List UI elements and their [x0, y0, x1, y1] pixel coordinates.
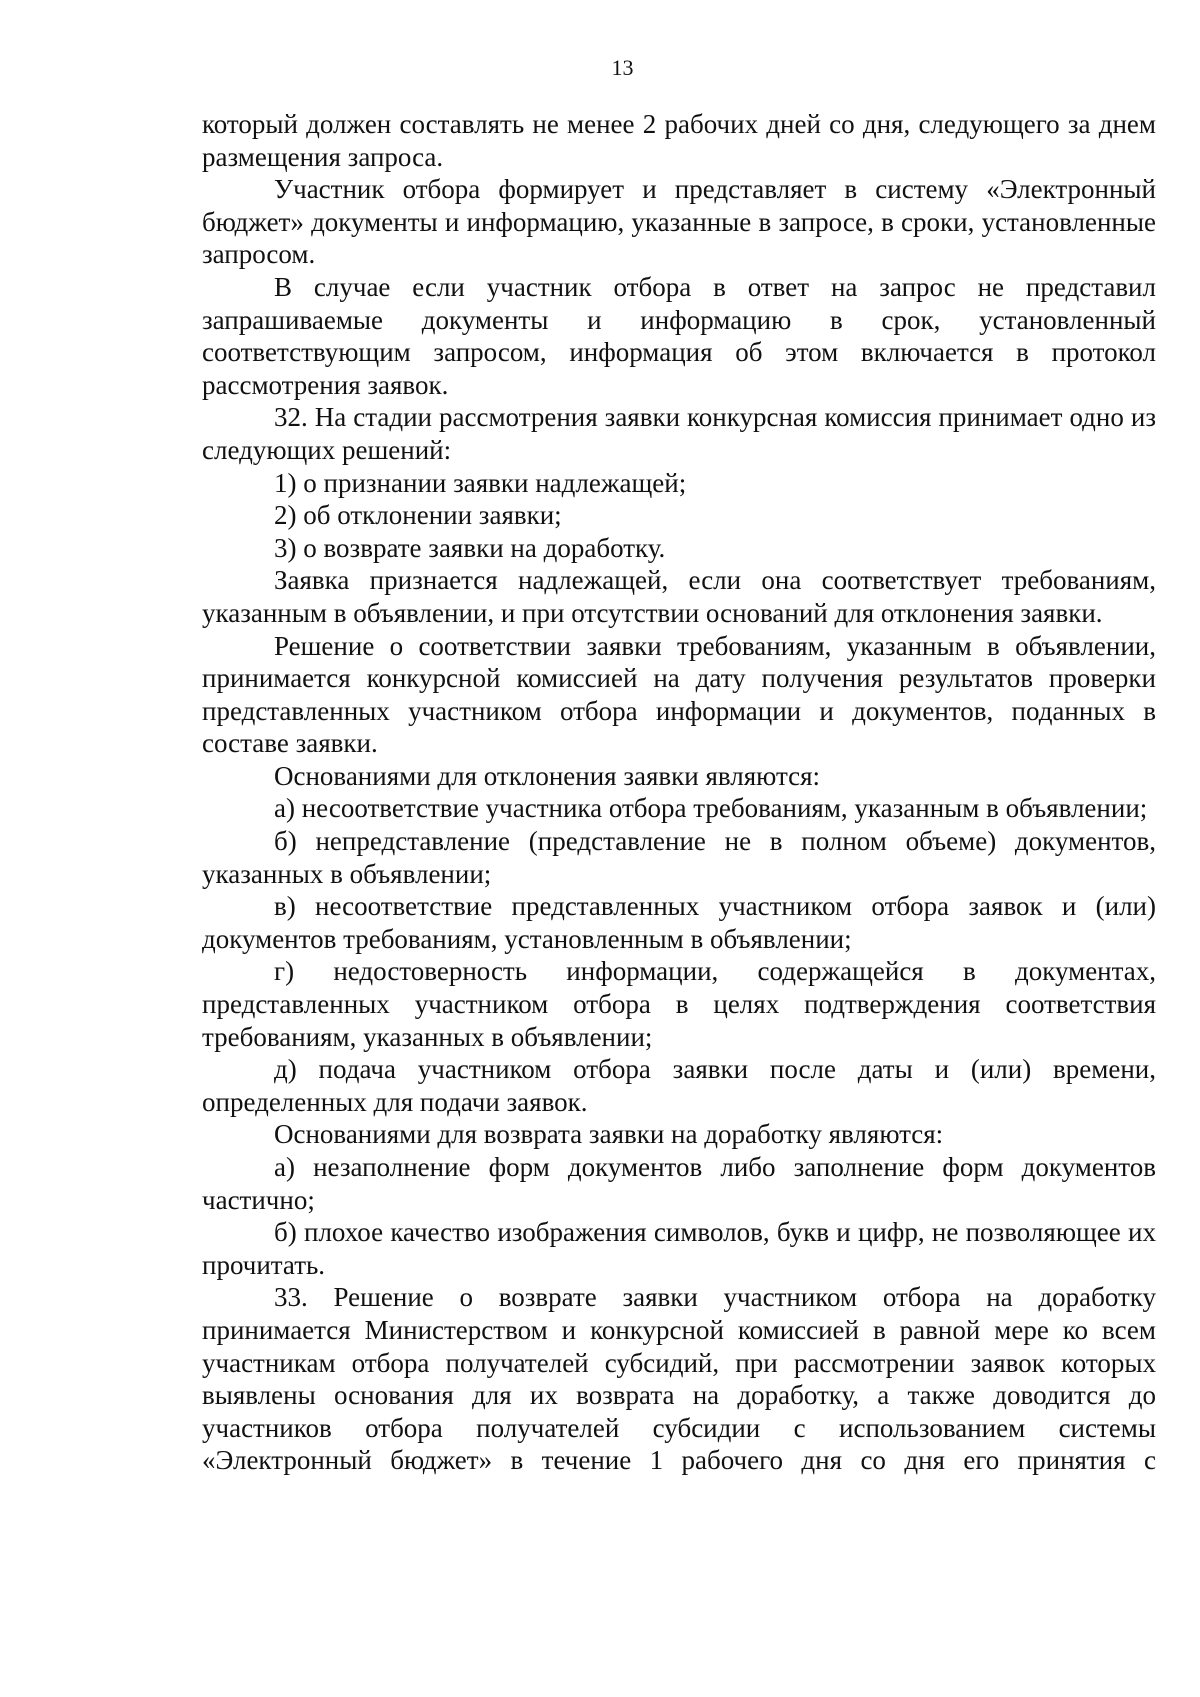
paragraph-return-grounds-heading: Основаниями для возврата заявки на доработку являются:	[274, 1119, 944, 1150]
list-item-decision-2: 2) об отклонении заявки;	[274, 500, 562, 531]
list-item-rejection-a: а) несоответствие участника отбора требованиям, указанным в объявлении;	[274, 793, 1148, 824]
paragraph-continuation: который должен составлять не менее 2 рабочих дней со дня, следующего за днем размещения запроса.	[202, 109, 1156, 172]
list-item-return-a: а) незаполнение форм документов либо заполнение форм документов частично;	[202, 1152, 1156, 1215]
list-item-decision-1: 1) о признании заявки надлежащей;	[274, 467, 687, 498]
paragraph-missing-documents: В случае если участник отбора в ответ на запрос не представил запрашиваемые документы и информацию в срок, установленный соответствующим запросом, информация об этом включается в протокол рассмотрения заявок.	[202, 271, 1156, 400]
paragraph-compliance-decision: Решение о соответствии заявки требованиям, указанным в объявлении, принимается конкурсной комиссией на дату получения результатов проверки представленных участником отбора информации и документов, поданных в составе заявки.	[202, 630, 1156, 759]
list-item-rejection-g: г) недостоверность информации, содержащейся в документах, представленных участником отбора в целях подтверждения соответствия требованиям, указанных в объявлении;	[202, 956, 1156, 1052]
paragraph-participant-submits: Участник отбора формирует и представляет в систему «Электронный бюджет» документы и информацию, указанные в запросе, в сроки, установленные запросом.	[202, 174, 1156, 270]
page-number: 13	[611, 55, 634, 80]
list-item-return-b: б) плохое качество изображения символов, букв и цифр, не позволяющее их прочитать.	[202, 1217, 1156, 1280]
paragraph-clause-32: 32. На стадии рассмотрения заявки конкурсная комиссия принимает одно из следующих решений:	[202, 402, 1156, 465]
list-item-rejection-d: д) подача участником отбора заявки после даты и (или) времени, определенных для подачи заявок.	[202, 1054, 1156, 1117]
paragraph-proper-application: Заявка признается надлежащей, если она соответствует требованиям, указанным в объявлении, и при отсутствии оснований для отклонения заявки.	[202, 565, 1156, 628]
paragraph-rejection-grounds-heading: Основаниями для отклонения заявки являются:	[274, 760, 821, 791]
list-item-rejection-b: б) непредставление (представление не в полном объеме) документов, указанных в объявлении;	[202, 826, 1156, 889]
list-item-decision-3: 3) о возврате заявки на доработку.	[274, 532, 666, 563]
document-body	[202, 108, 1156, 1477]
list-item-rejection-v: в) несоответствие представленных участником отбора заявок и (или) документов требованиям, установленным в объявлении;	[202, 891, 1156, 954]
paragraph-clause-33: 33. Решение о возврате заявки участником отбора на доработку принимается Министерством и конкурсной комиссией в равной мере ко всем участникам отбора получателей субсидий, при рассмотрении заявок которых выявлены основания для их возврата на доработку, а также доводится до участников отбора получателей субсидии с использованием системы «Электронный бюджет» в течение 1 рабочего дня со дня его принятия с	[202, 1282, 1156, 1476]
